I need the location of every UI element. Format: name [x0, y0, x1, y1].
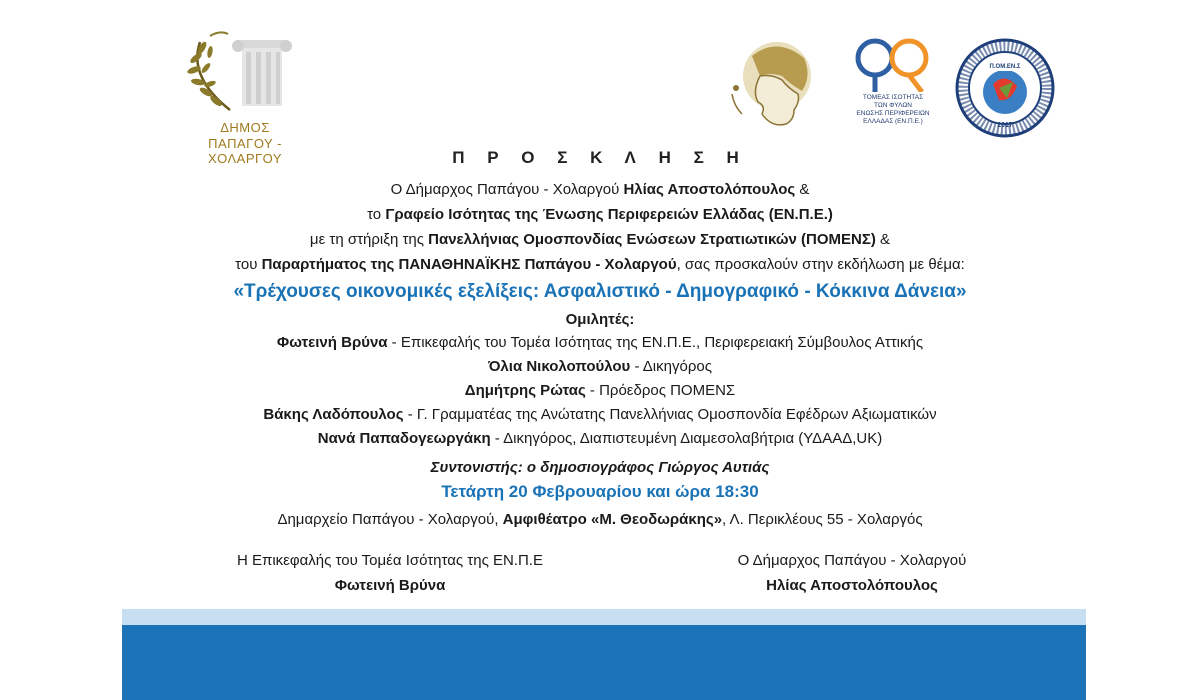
intro-text: Ο Δήμαρχος Παπάγου - Χολαργού: [390, 181, 624, 198]
speaker-row: [0, 430, 1200, 447]
isotita-text-line: ΕΛΛΑΔΑΣ (ΕΝ.Π.Ε.): [863, 118, 923, 125]
pomens-name: Πανελλήνιας Ομοσπονδίας Ενώσεων Στρατιωτικών (ΠΟΜΕΝΣ): [428, 231, 876, 248]
speaker-name: Νανά Παπαδογεωργάκη: [317, 430, 491, 447]
event-theme: «Τρέχουσες οικονομικές εξελίξεις: Ασφαλιστικό - Δημογραφικό - Κόκκινα Δάνεια»: [233, 281, 967, 302]
isotita-text-line: ΕΝΩΣΗΣ ΠΕΡΙΦΕΡΕΙΩΝ: [856, 110, 930, 117]
pomens-inner-text: Π.ΟΜ.ΕΝ.Σ: [989, 64, 1021, 70]
speaker-row: [0, 406, 1200, 423]
speaker-row: [0, 334, 1200, 351]
pomens-seal-logo: [955, 36, 1055, 140]
event-datetime: Τετάρτη 20 Φεβρουαρίου και ώρα 18:30: [441, 482, 759, 501]
dimos-papagou-logo: [170, 22, 320, 166]
enpe-office-name: Γραφείο Ισότητας της Ένωσης Περιφερειών Ελλάδας (ΕΝ.Π.Ε.): [385, 206, 833, 223]
signature-left-name: Φωτεινή Βρύνα: [334, 577, 446, 594]
venue-text: Δημαρχείο Παπάγου - Χολαργού,: [277, 511, 503, 528]
isotita-logo: [848, 36, 938, 140]
equality-circles-icon: [848, 36, 938, 92]
intro-text: με τη στήριξη της: [309, 231, 429, 248]
intro-line-4: [0, 256, 1200, 273]
speaker-row: [0, 358, 1200, 375]
intro-line-1: [0, 181, 1200, 198]
mayor-name: Ηλίας Αποστολόπουλος: [623, 181, 796, 198]
intro-text: το: [367, 206, 386, 223]
speaker-name: Όλια Νικολοπούλου: [488, 358, 631, 375]
signature-left-title: Η Επικεφαλής του Τομέα Ισότητας της ΕΝ.Π.Ε: [237, 552, 543, 569]
intro-text: &: [875, 231, 891, 248]
venue-hall: Αμφιθέατρο «Μ. Θεοδωράκης»: [502, 511, 723, 528]
speaker-role: - Γ. Γραμματέας της Ανώτατης Πανελλήνιας Ομοσπονδία Εφέδρων Αξιωματικών: [403, 406, 937, 423]
speakers-heading: Ομιλητές:: [565, 311, 635, 328]
speaker-role: - Επικεφαλής του Τομέα Ισότητας της ΕΝ.Π.Ε., Περιφερειακή Σύμβουλος Αττικής: [387, 334, 924, 351]
speaker-role: - Δικηγόρος: [630, 358, 712, 375]
isotita-text-line: ΤΟΜΕΑΣ ΙΣΟΤΗΤΑΣ: [862, 94, 924, 101]
intro-text: &: [795, 181, 810, 198]
pomens-year: 2017: [997, 122, 1013, 129]
venue-address: , Λ. Περικλέους 55 - Χολαργός: [722, 511, 923, 528]
dimos-logo-line1: ΔΗΜΟΣ: [220, 120, 270, 135]
isotita-text-line: ΤΩΝ ΦΥΛΩΝ: [874, 102, 912, 109]
intro-line-2: [0, 206, 1200, 223]
footer-band-dark: [122, 625, 1086, 700]
intro-line-3: [0, 231, 1200, 248]
speaker-role: - Πρόεδρος ΠΟΜΕΝΣ: [585, 382, 736, 399]
invitation-title: Π Ρ Ο Σ Κ Λ Η Σ Η: [452, 148, 748, 167]
footer-band-light: [122, 609, 1086, 625]
speaker-name: Φωτεινή Βρύνα: [276, 334, 388, 351]
enpe-logo: [722, 36, 822, 136]
event-venue: [0, 511, 1200, 528]
panathinaikos-branch-name: Παραρτήματος της ΠΑΝΑΘΗΝΑΪΚΗΣ Παπάγου - Χολαργού: [261, 256, 677, 273]
speaker-row: [0, 382, 1200, 399]
dimos-logo-line2: ΠΑΠΑΓΟΥ - ΧΟΛΑΡΓΟΥ: [207, 136, 283, 166]
laurel-column-icon: [170, 22, 320, 122]
signature-right-name: Ηλίας Αποστολόπουλος: [766, 577, 938, 594]
signature-right-title: Ο Δήμαρχος Παπάγου - Χολαργού: [737, 552, 967, 569]
speaker-name: Βάκης Λαδόπουλος: [263, 406, 404, 423]
speaker-name: Δημήτρης Ρώτας: [464, 382, 586, 399]
moderator: Συντονιστής: ο δημοσιογράφος Γιώργος Αυτιάς: [430, 459, 770, 476]
greek-head-icon: [722, 36, 822, 136]
intro-text: , σας προσκαλούν στην εκδήλωση με θέμα:: [676, 256, 965, 273]
intro-text: του: [235, 256, 262, 273]
speaker-role: - Δικηγόρος, Διαπιστευμένη Διαμεσολαβήτρια (ΥΔΑΑΔ,UK): [490, 430, 883, 447]
